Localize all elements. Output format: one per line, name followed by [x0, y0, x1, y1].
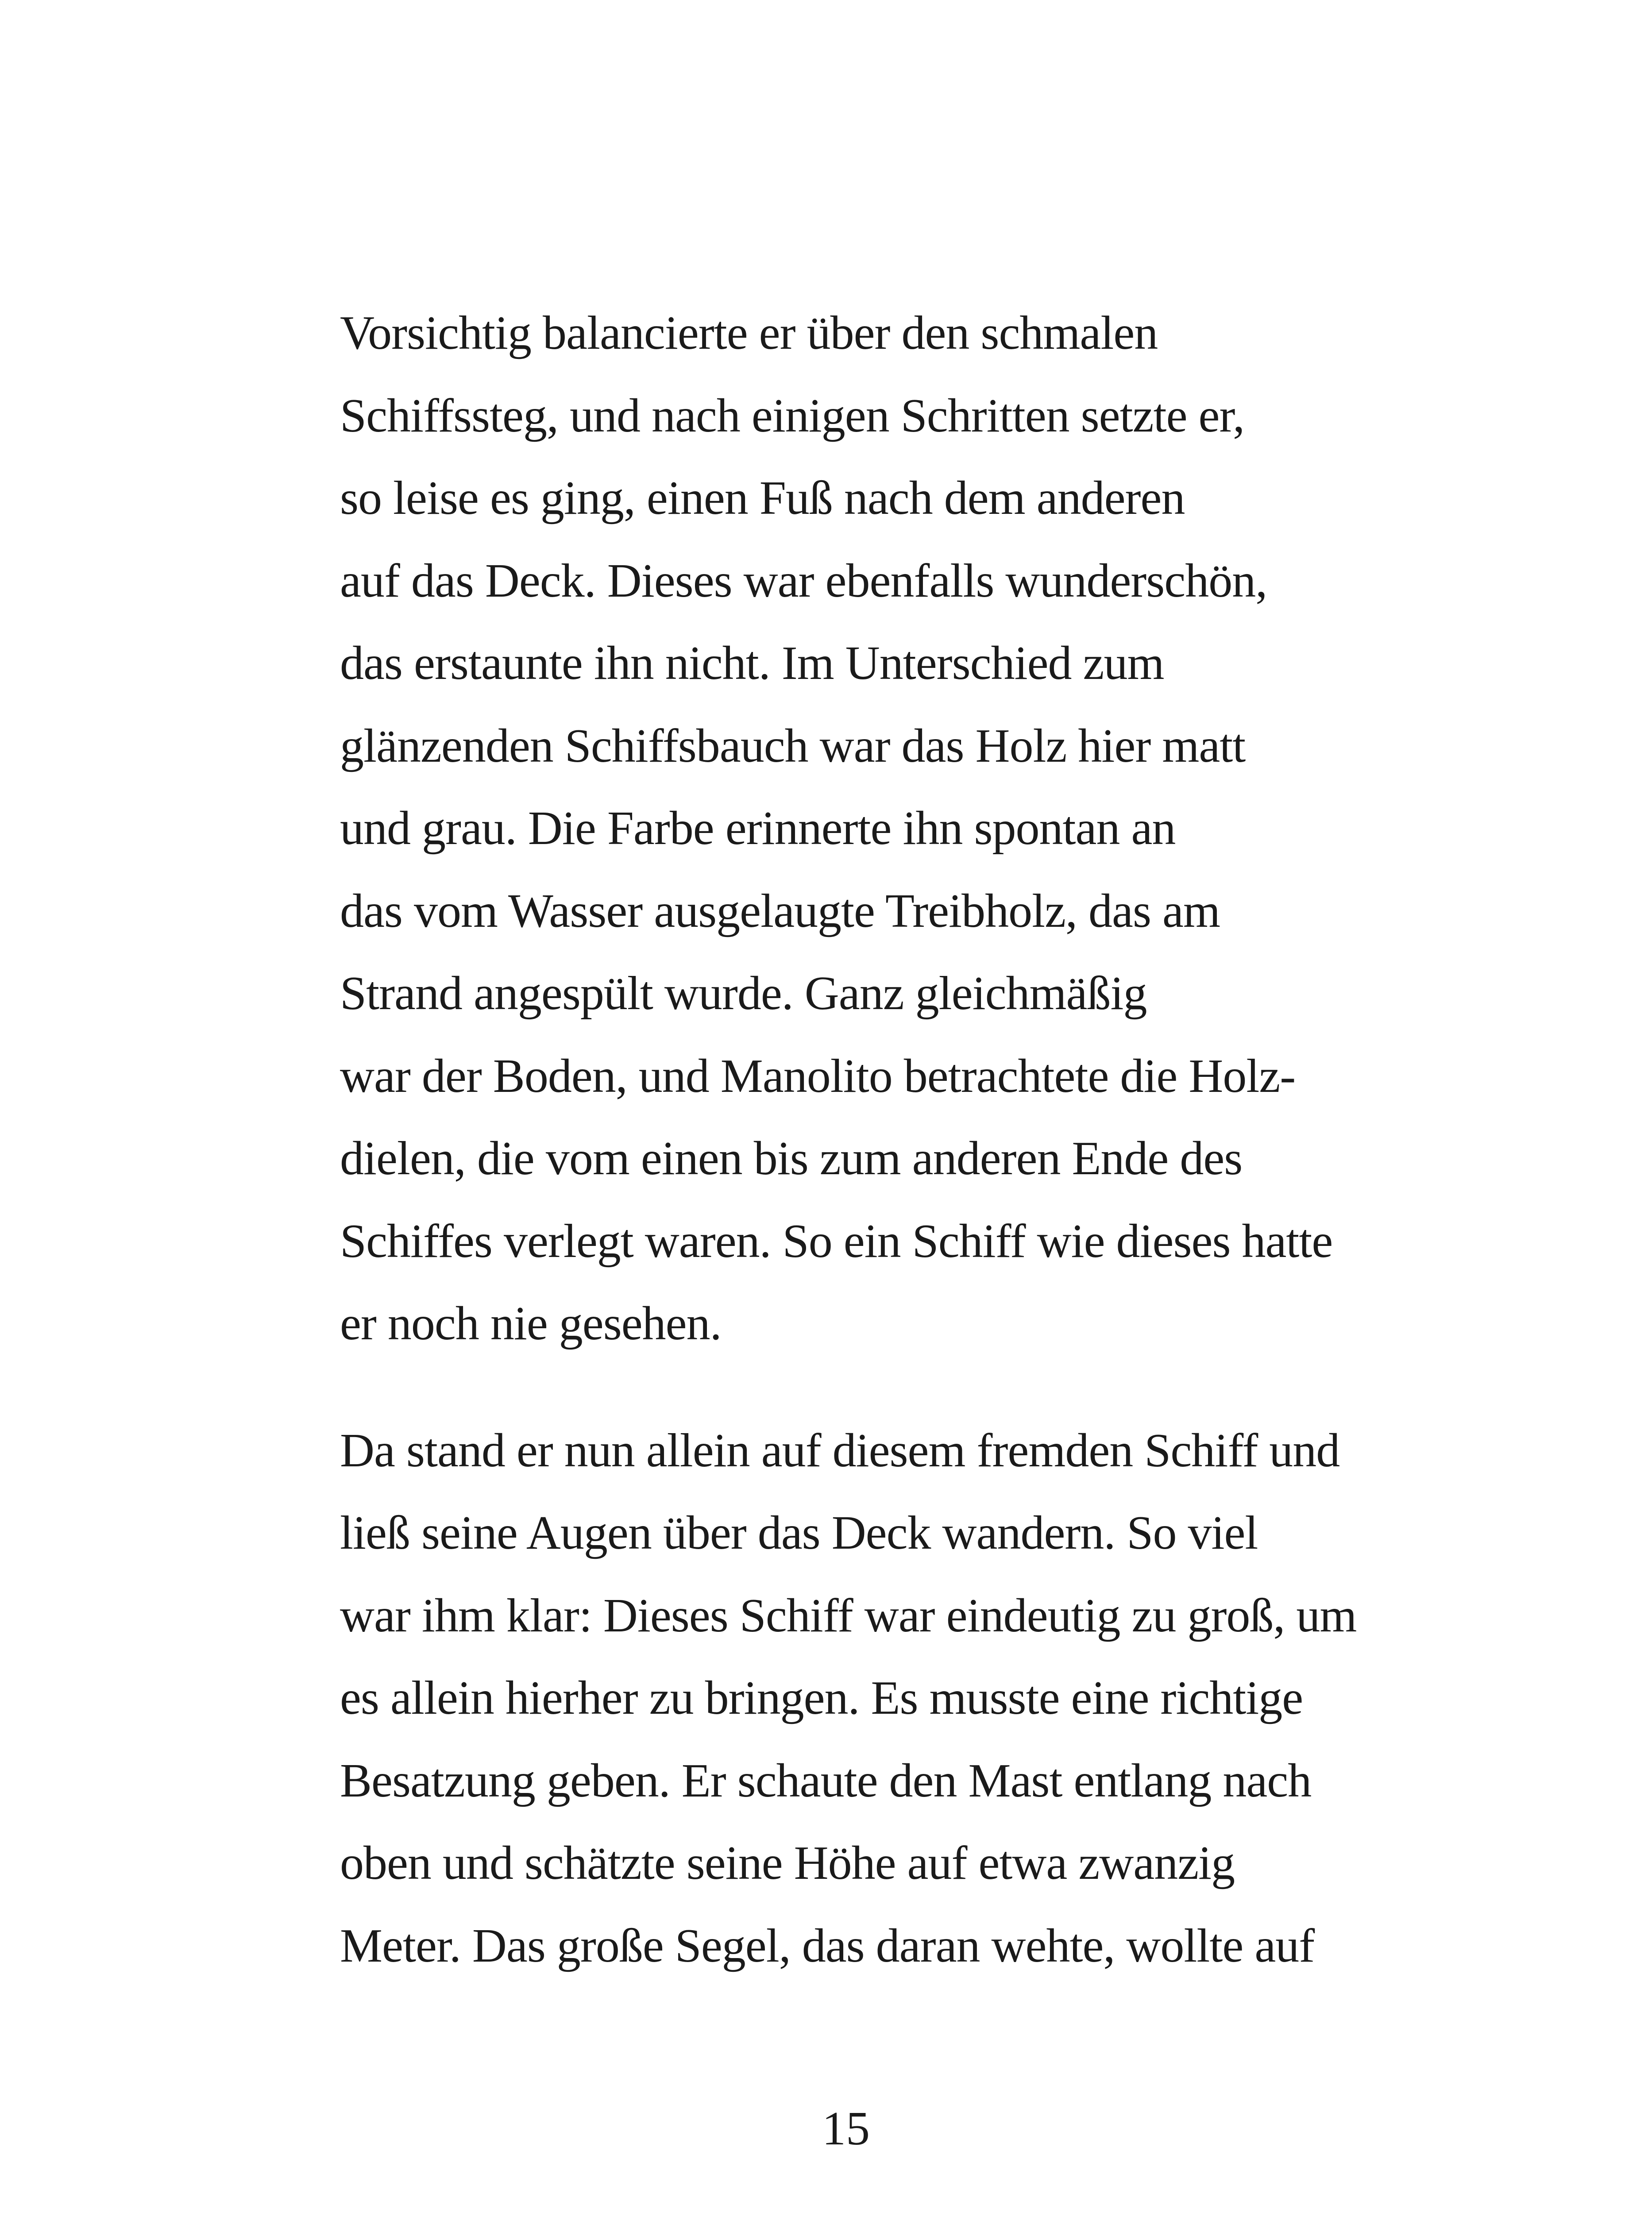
text-line: war ihm klar: Dieses Schiff war eindeutig zu groß, um [340, 1589, 1357, 1642]
text-line: auf das Deck. Dieses war ebenfalls wunderschön, [340, 554, 1267, 607]
text-line: es allein hierher zu bringen. Es musste eine richtige [340, 1672, 1303, 1724]
text-line: ließ seine Augen über das Deck wandern. So viel [340, 1507, 1258, 1559]
text-line: glänzenden Schiffsbauch war das Holz hier matt [340, 719, 1246, 772]
paragraph-2 [340, 1410, 1402, 1988]
paragraph-spacer [340, 1365, 1402, 1410]
text-line: das erstaunte ihn nicht. Im Unterschied zum [340, 637, 1164, 690]
text-line: dielen, die vom einen bis zum anderen Ende des [340, 1132, 1243, 1185]
text-line: so leise es ging, einen Fuß nach dem anderen [340, 472, 1185, 524]
text-line: Schiffssteg, und nach einigen Schritten setzte er, [340, 389, 1245, 442]
text-line: Meter. Das große Segel, das daran wehte, wollte auf [340, 1919, 1315, 1972]
paragraph-1 [340, 292, 1402, 1365]
text-line: Schiffes verlegt waren. So ein Schiff wie dieses hatte [340, 1214, 1333, 1268]
text-line: Strand angespült wurde. Ganz gleichmäßig [340, 967, 1147, 1020]
text-line: Besatzung geben. Er schaute den Mast entlang nach [340, 1754, 1312, 1807]
page-number: 15 [822, 2102, 870, 2155]
text-line: und grau. Die Farbe erinnerte ihn spontan an [340, 802, 1176, 855]
text-line: war der Boden, und Manolito betrachtete die Holz- [340, 1049, 1296, 1103]
text-line: er noch nie gesehen. [340, 1297, 722, 1350]
text-line: das vom Wasser ausgelaugte Treibholz, das am [340, 884, 1220, 937]
text-line: Vorsichtig balancierte er über den schmalen [340, 307, 1158, 359]
text-line: Da stand er nun allein auf diesem fremden Schiff und [340, 1424, 1340, 1477]
text-line: oben und schätzte seine Höhe auf etwa zwanzig [340, 1837, 1235, 1889]
body-text [340, 292, 1402, 1987]
